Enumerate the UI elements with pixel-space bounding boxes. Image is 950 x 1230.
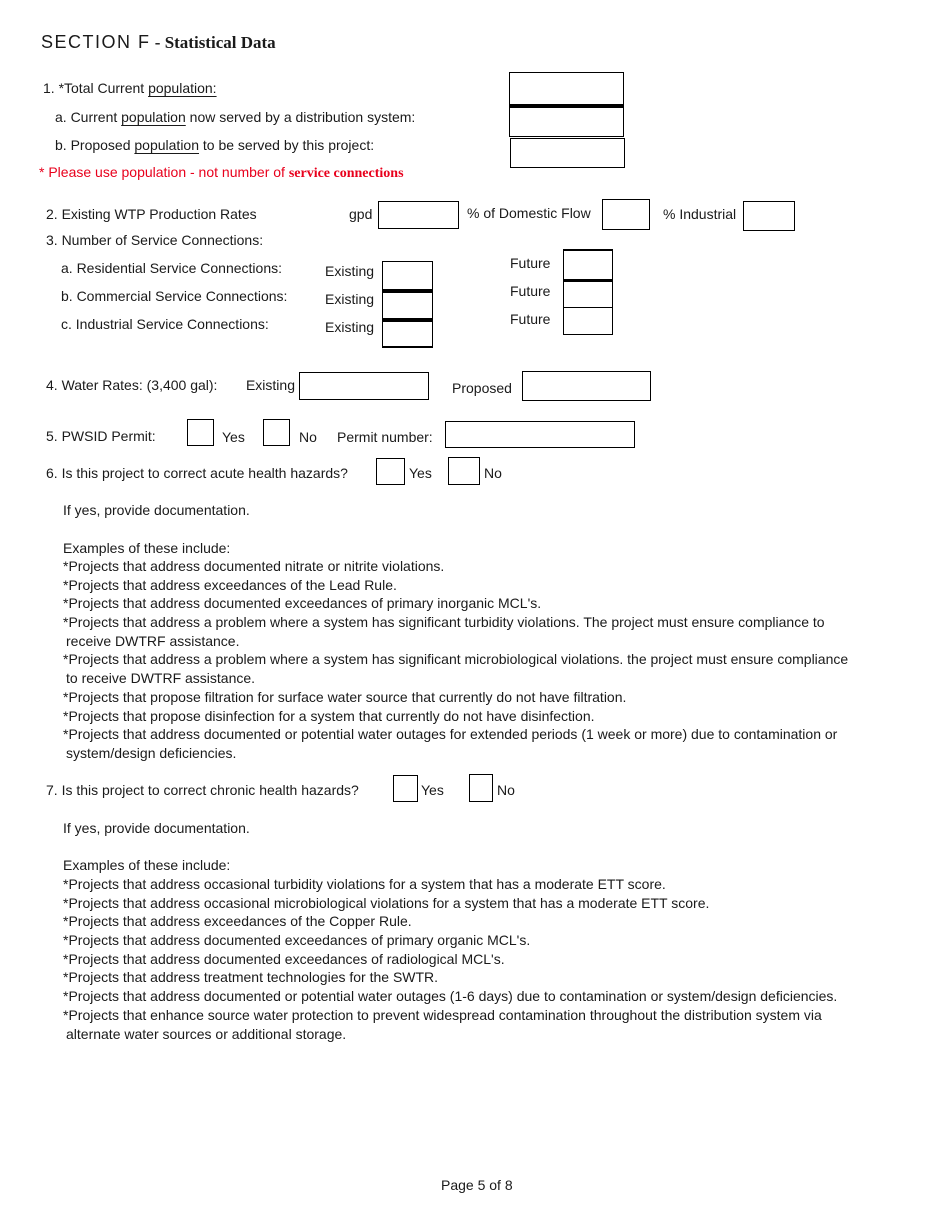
rates-proposed-field[interactable]	[522, 371, 651, 401]
list-item-continuation: system/design deficiencies.	[66, 744, 237, 761]
list-item: *Projects that enhance source water protection to prevent widespread contamination throughout the distribution system via	[63, 1006, 822, 1023]
residential-future-field[interactable]	[563, 249, 613, 280]
permit-number-field[interactable]	[445, 421, 635, 448]
total-population-field[interactable]	[509, 72, 624, 105]
pwsid-yes-label: Yes	[222, 429, 245, 445]
list-item: *Projects that address exceedances of the Copper Rule.	[63, 913, 412, 930]
list-item: *Projects that address a problem where a system has significant microbiological violations. the project must ensure compliance	[63, 651, 849, 668]
q2-label: 2. Existing WTP Production Rates	[46, 206, 257, 222]
q1a-post: now served by a distribution system:	[185, 109, 416, 125]
pwsid-no-label: No	[299, 429, 317, 445]
domestic-flow-field[interactable]	[602, 199, 650, 230]
residential-existing-label: Existing	[325, 263, 375, 279]
rates-existing-field[interactable]	[299, 372, 429, 400]
q1a-pre: a. Current	[55, 109, 122, 125]
list-item: *Projects that address occasional microbiological violations for a system that has a moderate ETT score.	[63, 894, 710, 911]
section-title: Statistical Data	[164, 33, 276, 52]
section-prefix: SECTION F	[41, 32, 151, 52]
list-item-continuation: to receive DWTRF assistance.	[66, 670, 256, 687]
commercial-future-field[interactable]	[563, 279, 613, 308]
list-item-continuation: receive DWTRF assistance.	[66, 632, 240, 649]
q1b-label	[55, 136, 374, 154]
chronic-yes-checkbox[interactable]	[393, 775, 418, 802]
list-item: *Projects that address exceedances of the Lead Rule.	[63, 576, 397, 593]
commercial-label: b. Commercial Service Connections:	[61, 288, 288, 304]
acute-no-checkbox[interactable]	[448, 457, 480, 485]
industrial-conn-label: c. Industrial Service Connections:	[61, 316, 269, 332]
chronic-no-checkbox[interactable]	[469, 774, 493, 802]
rates-existing-label: Existing	[245, 377, 295, 393]
chronic-yes-label: Yes	[421, 782, 444, 798]
q5-label: 5. PWSID Permit:	[46, 428, 156, 444]
commercial-existing-label: Existing	[325, 291, 375, 307]
q6-label: 6. Is this project to correct acute health hazards?	[46, 465, 348, 481]
chronic-if-yes-text: If yes, provide documentation.	[63, 820, 250, 836]
acute-yes-label: Yes	[409, 465, 432, 481]
list-item: *Projects that address documented exceedances of radiological MCL's.	[63, 950, 505, 967]
acute-examples-heading: Examples of these include:	[63, 540, 231, 556]
permit-number-label: Permit number:	[337, 429, 433, 445]
list-item: *Projects that propose filtration for surface water source that currently do not have filtration.	[63, 688, 627, 705]
list-item-continuation: alternate water sources or additional storage.	[66, 1025, 347, 1042]
q4-label: 4. Water Rates: (3,400 gal):	[46, 377, 218, 393]
list-item: *Projects that address occasional turbidity violations for a system that has a moderate ETT score.	[63, 876, 666, 892]
chronic-examples-heading: Examples of these include:	[63, 857, 231, 873]
residential-future-label: Future	[510, 255, 551, 271]
q1b-underlined: population	[134, 137, 200, 153]
industrial-label: % Industrial	[663, 206, 737, 222]
list-item: *Projects that propose disinfection for a system that currently do not have disinfection.	[63, 707, 595, 724]
acute-if-yes-text: If yes, provide documentation.	[63, 502, 250, 518]
q1a-underlined: population	[121, 109, 186, 125]
q1a-label	[55, 108, 415, 126]
page-number: Page 5 of 8	[441, 1177, 513, 1193]
note-bold: service connections	[288, 166, 404, 181]
chronic-no-label: No	[497, 782, 515, 798]
list-item: *Projects that address documented exceedances of primary organic MCL's.	[63, 932, 531, 949]
q1b-pre: b. Proposed	[55, 137, 135, 153]
industrial-future-field[interactable]	[563, 307, 613, 335]
q7-label: 7. Is this project to correct chronic health hazards?	[46, 782, 359, 798]
q1-label-underlined: population:	[148, 80, 217, 96]
industrial-future-label: Future	[510, 311, 551, 327]
commercial-future-label: Future	[510, 283, 551, 299]
q1-label-text: 1. *Total Current	[43, 80, 149, 96]
note-text: * Please use population - not number of	[39, 164, 289, 180]
list-item: *Projects that address a problem where a system has significant turbidity violations. The project must ensure compliance to	[63, 614, 825, 631]
q1-label	[43, 79, 217, 97]
industrial-existing-field[interactable]	[382, 319, 433, 348]
residential-existing-field[interactable]	[382, 261, 433, 290]
population-note	[39, 163, 404, 183]
current-population-field[interactable]	[509, 105, 624, 137]
domestic-flow-label: % of Domestic Flow	[467, 205, 591, 221]
chronic-examples-list	[63, 875, 837, 1043]
list-item: *Projects that address treatment technologies for the SWTR.	[63, 969, 439, 986]
section-heading	[41, 33, 276, 52]
list-item: *Projects that address documented or potential water outages (1-6 days) due to contamination or system/design deficiencies.	[63, 988, 838, 1005]
list-item: *Projects that address documented exceedances of primary inorganic MCL's.	[63, 595, 542, 612]
industrial-existing-label: Existing	[325, 319, 375, 335]
list-item: *Projects that address documented or potential water outages for extended periods (1 week or more) due to contamination or	[63, 726, 838, 743]
acute-no-label: No	[484, 465, 502, 481]
proposed-population-field[interactable]	[510, 138, 625, 168]
q3-label: 3. Number of Service Connections:	[46, 232, 264, 248]
pwsid-yes-checkbox[interactable]	[187, 419, 214, 446]
section-dash: -	[150, 33, 165, 52]
acute-yes-checkbox[interactable]	[376, 458, 405, 485]
commercial-existing-field[interactable]	[382, 290, 433, 319]
gpd-field[interactable]	[378, 201, 459, 229]
acute-examples-list	[63, 557, 848, 763]
gpd-label: gpd	[349, 206, 373, 222]
industrial-field[interactable]	[743, 201, 795, 231]
list-item: *Projects that address documented nitrate or nitrite violations.	[63, 558, 445, 574]
rates-proposed-label: Proposed	[452, 380, 512, 396]
q1b-post: to be served by this project:	[199, 137, 375, 153]
residential-label: a. Residential Service Connections:	[61, 260, 283, 276]
pwsid-no-checkbox[interactable]	[263, 419, 290, 446]
